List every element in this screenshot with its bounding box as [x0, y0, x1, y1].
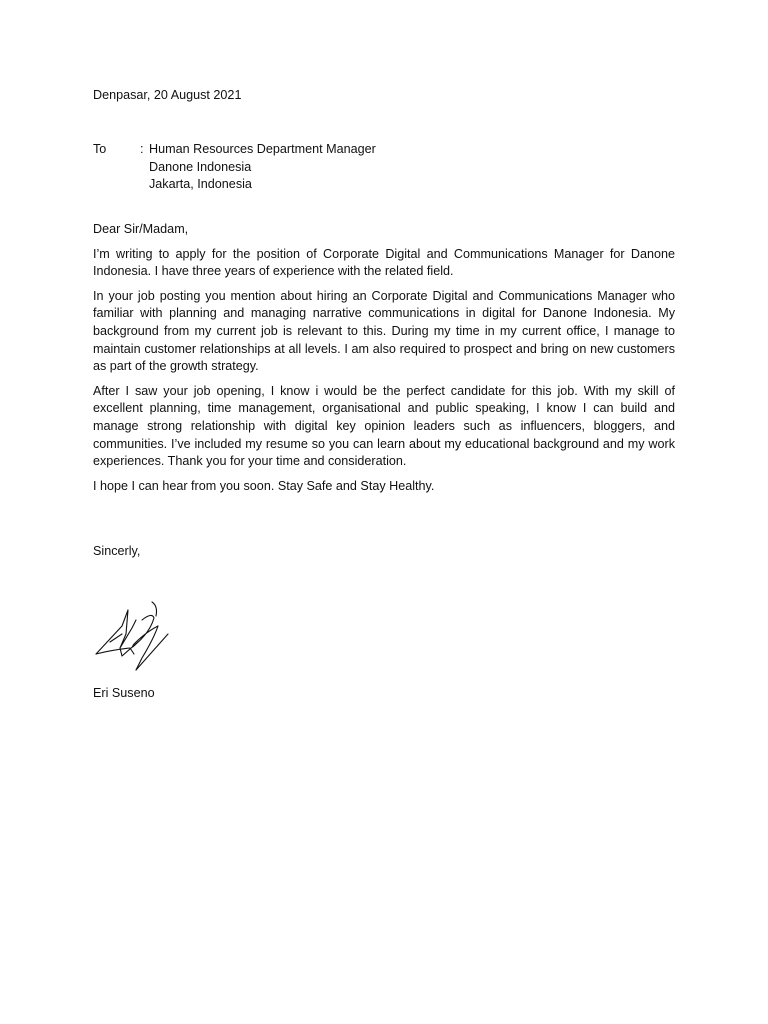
paragraph-skills: After I saw your job opening, I know i would be the perfect candidate for this job. With my skill of excellent planning, time management, organisational and public speaking, I know I can build and manage strong relationship with digital key opinion leaders such as influencers, bloggers, and communities. I’ve included my resume so you can learn about my educational background and my work experiences. Thank you for your time and consideration. [93, 383, 675, 469]
paragraph-intro: I’m writing to apply for the position of Corporate Digital and Communications Manager for Danone Indonesia. I have three years of experience with the related field. [93, 246, 675, 279]
recipient-line-title: Human Resources Department Manager [149, 142, 376, 156]
letter-greeting: Dear Sir/Madam, [93, 222, 189, 236]
recipient-colon: : [140, 142, 144, 156]
recipient-label: To [93, 142, 107, 156]
letter-body [93, 221, 675, 502]
recipient-address [149, 141, 376, 194]
paragraph-background: In your job posting you mention about hiring an Corporate Digital and Communications Manager who familiar with planning and managing narrative communications in digital for Danone Indonesia. My background from my current job is relevant to this. During my time in my current office, I manage to maintain customer relationships at all levels. I am also required to prospect and bring on new customers as part of the growth strategy. [93, 288, 675, 374]
recipient-line-company: Danone Indonesia [149, 159, 252, 174]
signer-name: Eri Suseno [93, 686, 155, 700]
letter-date: Denpasar, 20 August 2021 [93, 88, 242, 102]
paragraph-closing-remark: I hope I can hear from you soon. Stay Safe and Stay Healthy. [93, 478, 435, 493]
recipient-line-location: Jakarta, Indonesia [149, 177, 252, 192]
letter-closing: Sincerly, [93, 544, 141, 558]
signature-icon [92, 598, 174, 680]
